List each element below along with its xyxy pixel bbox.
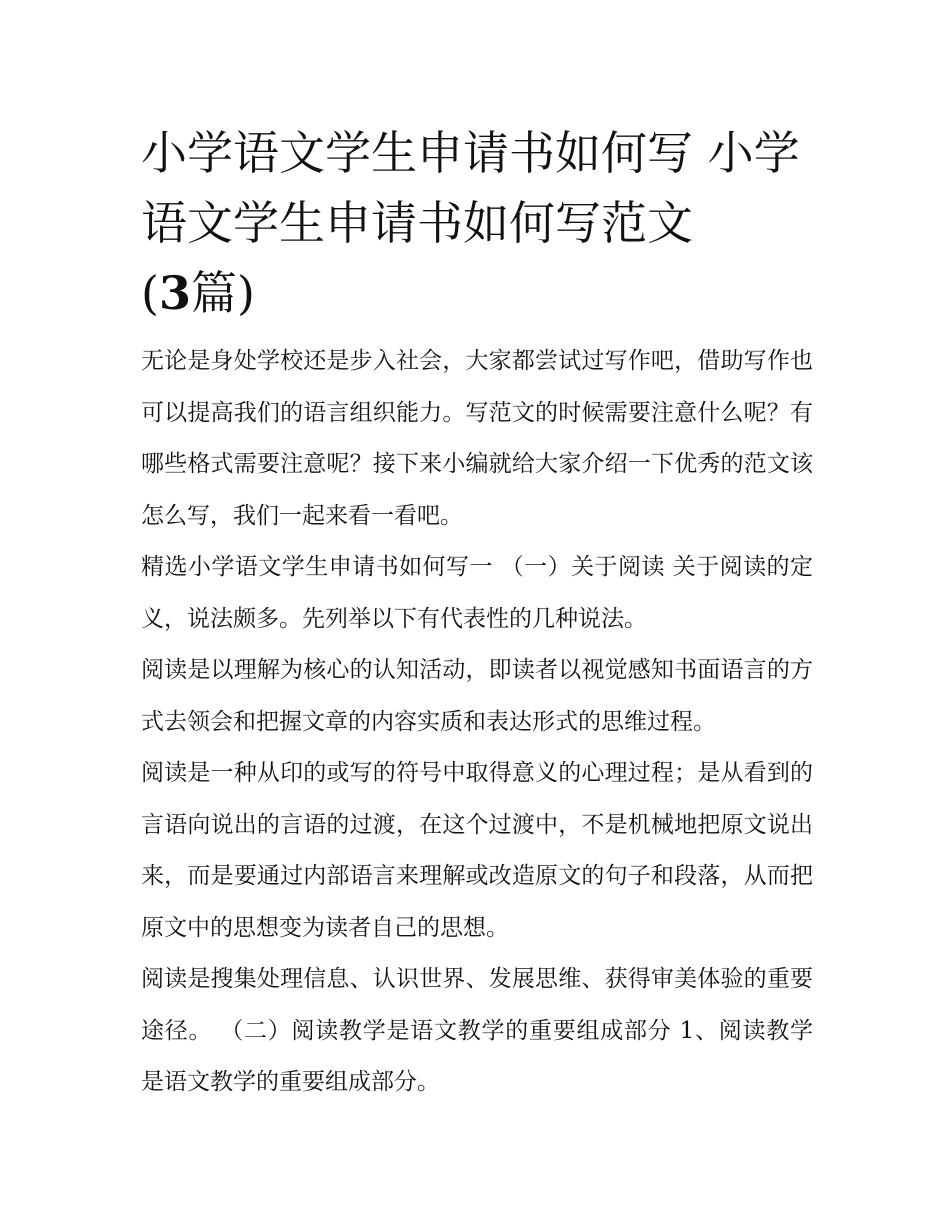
paragraph-intro: 无论是身处学校还是步入社会，大家都尝试过写作吧，借助写作也可以提高我们的语言组织能力。写范文的时候需要注意什么呢？有哪些格式需要注意呢？接下来小编就给大家介绍一下优秀的范文该怎么写，我们一起来看一看吧。 bbox=[141, 348, 813, 529]
document-title bbox=[141, 118, 813, 328]
document-content bbox=[141, 118, 813, 1109]
title-suffix-open: ( bbox=[141, 266, 159, 320]
paragraph-psychological-process: 阅读是一种从印的或写的符号中取得意义的心理过程；是从看到的言语向说出的言语的过渡，在这个过渡中，不是机械地把原文说出来，而是要通过内部语言来理解或改造原文的句子和段落，从而把原文中的思想变为读者自己的思想。 bbox=[141, 760, 813, 941]
paragraph-cognitive-activity: 阅读是以理解为核心的认知活动，即读者以视觉感知书面语言的方式去领会和把握文章的内容实质和表达形式的思维过程。 bbox=[141, 657, 813, 735]
paragraph-reading-teaching: 阅读是搜集处理信息、认识世界、发展思维、获得审美体验的重要途径。 （二）阅读教学是语文教学的重要组成部分 1、阅读教学是语文教学的重要组成部分。 bbox=[141, 966, 813, 1095]
title-text: 小学语文学生申请书如何写 小学语文学生申请书如何写范文 bbox=[141, 126, 800, 250]
title-suffix-number: 3 bbox=[158, 266, 191, 320]
title-suffix-close: 篇) bbox=[190, 266, 255, 320]
paragraph-reading-definition: 精选小学语文学生申请书如何写一 （一）关于阅读 关于阅读的定义，说法颇多。先列举以下有代表性的几种说法。 bbox=[141, 554, 813, 632]
